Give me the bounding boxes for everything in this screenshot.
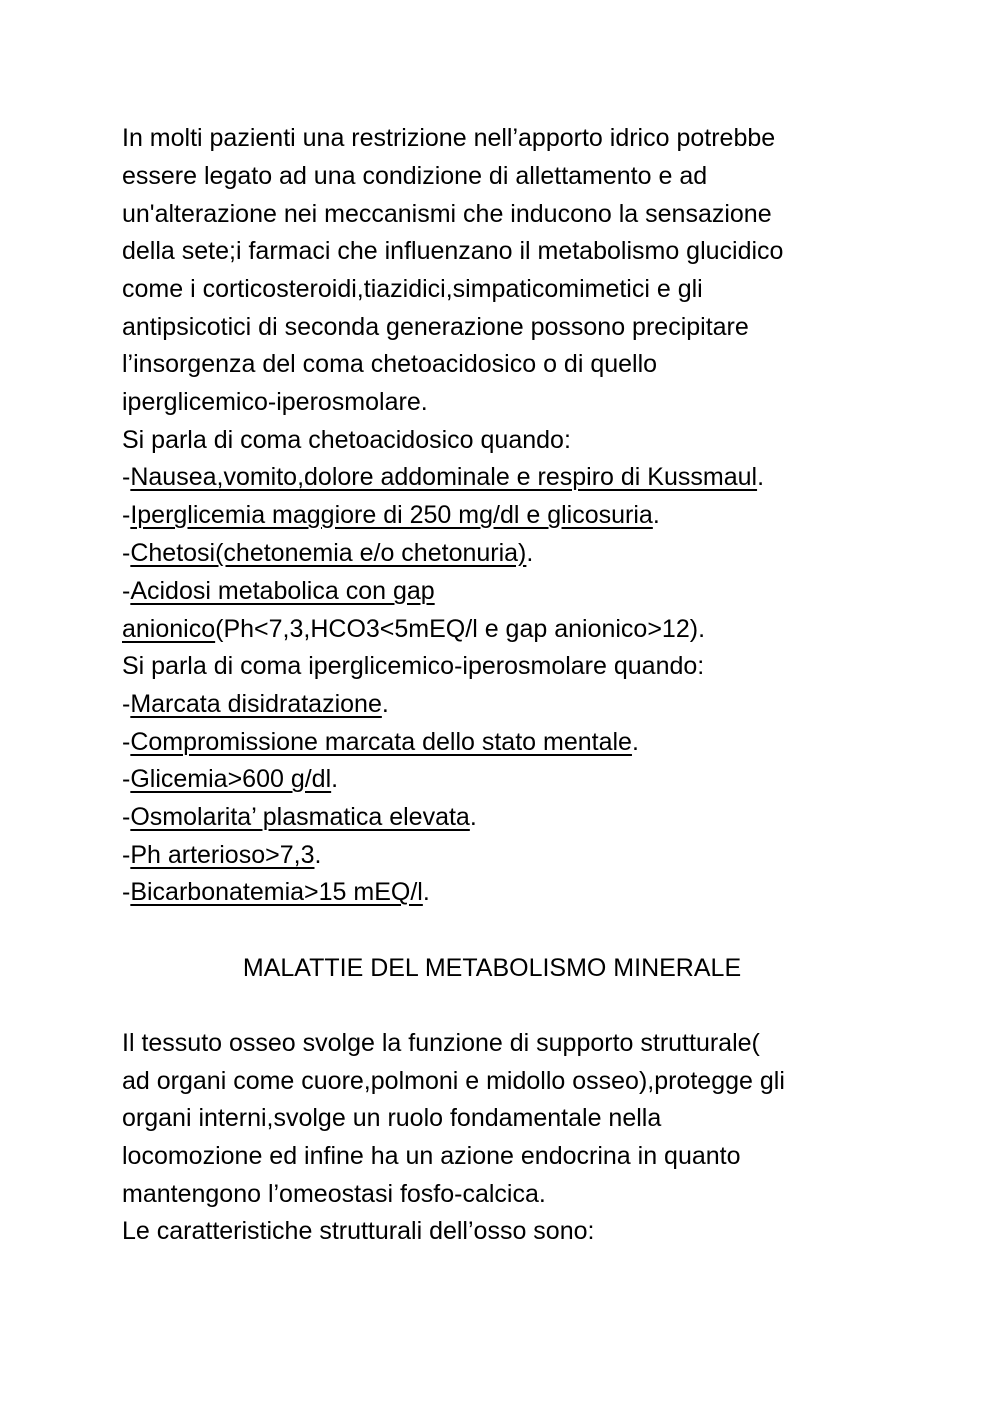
list-item: [122, 877, 430, 907]
list-item-text: anionico: [122, 615, 216, 643]
section-heading: MALATTIE DEL METABOLISMO MINERALE: [242, 954, 742, 982]
list-dash: -: [122, 841, 131, 869]
list-item: [122, 462, 764, 492]
paragraph-line: In molti pazienti una restrizione nell’apporto idrico potrebbe: [122, 124, 776, 152]
paragraph-line: Le caratteristiche strutturali dell’osso sono:: [122, 1217, 595, 1245]
paragraph-line: mantengono l’omeostasi fosfo-calcica.: [122, 1180, 546, 1208]
list-item-text: Marcata disidratazione: [130, 690, 382, 718]
list-item-text: Bicarbonatemia>15 mEQ/l: [130, 878, 423, 906]
list-dash: -: [122, 463, 131, 491]
list-item-suffix: (Ph<7,3,HCO3<5mEQ/l e gap anionico>12).: [215, 615, 706, 643]
paragraph-line: Il tessuto osseo svolge la funzione di supporto strutturale(: [122, 1029, 760, 1057]
paragraph-line: antipsicotici di seconda generazione possono precipitare: [122, 313, 749, 341]
list-item-suffix: .: [757, 463, 765, 491]
list-item-suffix: .: [652, 501, 660, 529]
list-item-suffix: .: [422, 878, 430, 906]
list-item-suffix: .: [526, 539, 534, 567]
list-item-text: Ph arterioso>7,3: [130, 841, 315, 869]
list-item: [122, 538, 533, 568]
paragraph-line: l’insorgenza del coma chetoacidosico o di quello: [122, 350, 658, 378]
list-item: [122, 576, 435, 606]
list-item-suffix: .: [314, 841, 322, 869]
paragraph-line: un'alterazione nei meccanismi che inducono la sensazione: [122, 200, 772, 228]
paragraph-line: essere legato ad una condizione di allettamento e ad: [122, 162, 708, 190]
list-item: [122, 727, 639, 757]
list-item: [122, 802, 477, 832]
list-item: [122, 500, 660, 530]
list-item-text: Osmolarita’ plasmatica elevata: [130, 803, 470, 831]
list-item: [122, 614, 705, 644]
list-item-text: Compromissione marcata dello stato mentale: [130, 728, 632, 756]
list-item-text: Nausea,vomito,dolore addominale e respiro di Kussmaul: [130, 463, 758, 491]
list-item-text: Chetosi(chetonemia e/o chetonuria): [130, 539, 527, 567]
list-item-suffix: .: [331, 765, 339, 793]
list-dash: -: [122, 803, 131, 831]
list-item: [122, 840, 321, 870]
list-item-text: Glicemia>600 g/dl: [130, 765, 332, 793]
paragraph-line: ad organi come cuore,polmoni e midollo osseo),protegge gli: [122, 1067, 785, 1095]
list-item-suffix: .: [469, 803, 477, 831]
list-dash: -: [122, 728, 131, 756]
list-item-text: Iperglicemia maggiore di 250 mg/dl e glicosuria: [130, 501, 653, 529]
list-item-suffix: .: [381, 690, 389, 718]
list-item-text: Acidosi metabolica con gap: [130, 577, 435, 605]
list-dash: -: [122, 539, 131, 567]
list-dash: -: [122, 501, 131, 529]
list-item: [122, 764, 338, 794]
paragraph-line: come i corticosteroidi,tiazidici,simpaticomimetici e gli: [122, 275, 703, 303]
paragraph-line: locomozione ed infine ha un azione endocrina in quanto: [122, 1142, 741, 1170]
list-dash: -: [122, 577, 131, 605]
paragraph-line: organi interni,svolge un ruolo fondamentale nella: [122, 1104, 662, 1132]
list-intro: Si parla di coma chetoacidosico quando:: [122, 426, 571, 454]
list-dash: -: [122, 690, 131, 718]
list-item-suffix: .: [631, 728, 639, 756]
paragraph-line: iperglicemico-iperosmolare.: [122, 388, 428, 416]
list-intro: Si parla di coma iperglicemico-iperosmolare quando:: [122, 652, 705, 680]
paragraph-line: della sete;i farmaci che influenzano il metabolismo glucidico: [122, 237, 784, 265]
list-dash: -: [122, 765, 131, 793]
list-item: [122, 689, 389, 719]
list-dash: -: [122, 878, 131, 906]
